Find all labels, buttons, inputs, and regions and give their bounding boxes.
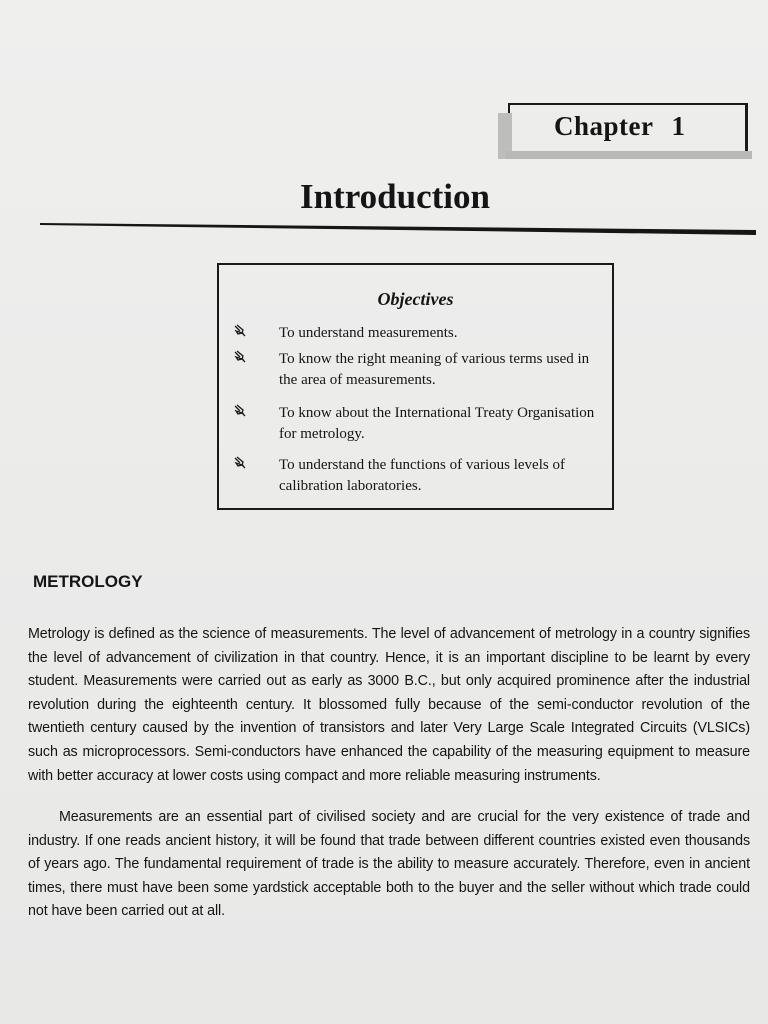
body-paragraph: Measurements are an essential part of civilised society and are crucial for the very existence of trade and industry. If one reads ancient history, it will be found that trade between different countries existed even thousands of years ago. The fundamental requirement of trade is the ability to measure accurately. Therefore, even in ancient times, there must have been some yardstick acceptable both to the buyer and the seller without which trade could not have been carried out at all. <box>28 809 750 920</box>
pointing-hand-icon <box>233 323 249 339</box>
section-heading: METROLOGY <box>33 572 143 591</box>
chapter-word: Chapter <box>554 111 654 141</box>
title-rule <box>40 221 756 235</box>
chapter-box <box>508 103 748 153</box>
objective-text: To know the right meaning of various terms used in the area of measurements. <box>279 351 590 388</box>
chapter-label <box>554 111 686 142</box>
pointing-hand-icon <box>233 455 249 471</box>
objective-text: To know about the International Treaty Organisation for metrology. <box>279 405 595 442</box>
chapter-title: Introduction <box>300 177 490 216</box>
pointing-hand-icon <box>233 403 249 419</box>
objectives-heading: Objectives <box>377 289 454 309</box>
objective-text: To understand the functions of various levels of calibration laboratories. <box>279 457 565 494</box>
pointing-hand-icon <box>233 349 249 365</box>
objectives-box <box>217 263 614 510</box>
objective-text: To understand measurements. <box>279 325 458 341</box>
body-paragraph: Metrology is defined as the science of measurements. The level of advancement of metrology in a country signifies the level of advancement of civilization in that country. Hence, it is an important discipline to be learnt by every student. Measurements were carried out as early as 3000 B.C., but only acquired prominence after the industrial revolution during the eighteenth century. It blossomed fully because of the semi-conductor revolution of the twentieth century caused by the invention of transistors and later Very Large Scale Integrated Circuits (VLSICs) such as microprocessors. Semi-conductors have enhanced the capability of the measuring equipment to measure with better accuracy at lower costs using compact and more reliable measuring instruments. <box>28 626 750 784</box>
chapter-number: 1 <box>671 111 686 141</box>
